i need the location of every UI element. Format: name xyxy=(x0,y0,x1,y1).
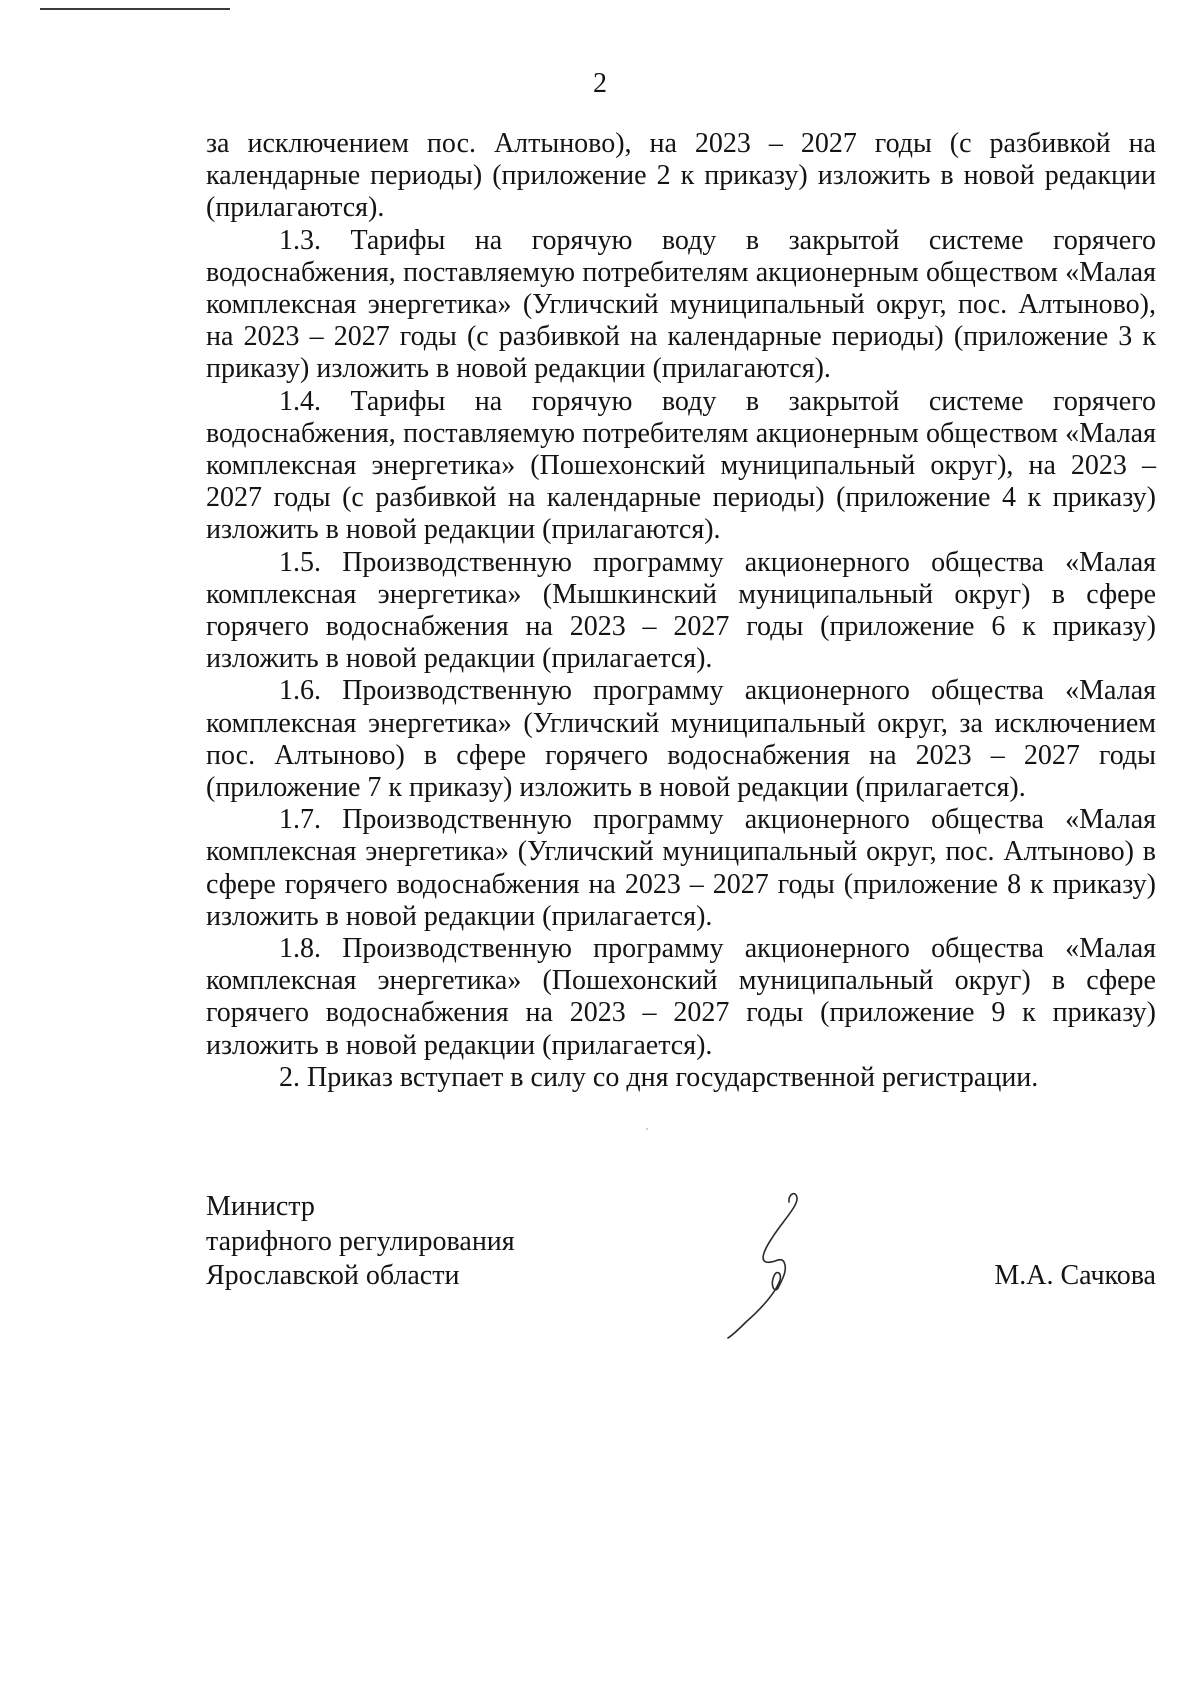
paragraph-1-7: 1.7. Производственную программу акционерного общества «Малая комплексная энергетика» (Угличский муниципальный округ, пос. Алтыново) в сфере горячего водоснабжения на 2023 – 2027 годы (приложение 8 к приказу) изложить в новой редакции (прилагается). xyxy=(206,804,1156,932)
scan-edge-line xyxy=(40,8,230,10)
paragraph-1-8: 1.8. Производственную программу акционерного общества «Малая комплексная энергетика» (Пошехонский муниципальный округ) в сфере горячего водоснабжения на 2023 – 2027 годы (приложение 9 к приказу) изложить в новой редакции (прилагается). xyxy=(206,933,1156,1061)
signer-position xyxy=(206,1190,515,1294)
paragraph-2: 2. Приказ вступает в силу со дня государственной регистрации. xyxy=(279,1061,1039,1093)
paragraph-1-3: 1.3. Тарифы на горячую воду в закрытой системе горячего водоснабжения, поставляемую потребителям акционерным обществом «Малая комплексная энергетика» (Угличский муниципальный округ, пос. Алтыново), на 2023 – 2027 годы (с разбивкой на календарные периоды) (приложение 3 к приказу) изложить в новой редакции (прилагаются). xyxy=(206,224,1156,385)
handwritten-signature xyxy=(726,1180,836,1340)
signer-position-line: Министр xyxy=(206,1191,315,1222)
paragraph-1-6: 1.6. Производственную программу акционерного общества «Малая комплексная энергетика» (Угличский муниципальный округ, за исключением пос. Алтыново) в сфере горячего водоснабжения на 2023 – 2027 годы (приложение 7 к приказу) изложить в новой редакции (прилагается). xyxy=(206,675,1156,804)
paragraph-1-4: 1.4. Тарифы на горячую воду в закрытой системе горячего водоснабжения, поставляемую потребителям акционерным обществом «Малая комплексная энергетика» (Пошехонский муниципальный округ), на 2023 – 2027 годы (с разбивкой на календарные периоды) (приложение 4 к приказу) изложить в новой редакции (прилагаются). xyxy=(206,385,1156,546)
page-number: 2 xyxy=(593,68,607,99)
signature-block xyxy=(206,1190,1156,1350)
paragraph-1-5: 1.5. Производственную программу акционерного общества «Малая комплексная энергетика» (Мышкинский муниципальный округ) в сфере горячего водоснабжения на 2023 – 2027 годы (приложение 6 к приказу) изложить в новой редакции (прилагается). xyxy=(206,546,1156,675)
scan-speck xyxy=(646,1128,648,1130)
paragraph-continuation: за исключением пос. Алтыново), на 2023 – 2027 годы (с разбивкой на календарные периоды) (приложение 2 к приказу) изложить в новой редакции (прилагаются). xyxy=(206,128,1156,224)
signer-name: М.А. Сачкова xyxy=(994,1260,1156,1291)
document-body xyxy=(206,128,1156,1094)
signer-position-line: Ярославской области xyxy=(206,1260,460,1291)
signer-position-line: тарифного регулирования xyxy=(206,1225,515,1257)
